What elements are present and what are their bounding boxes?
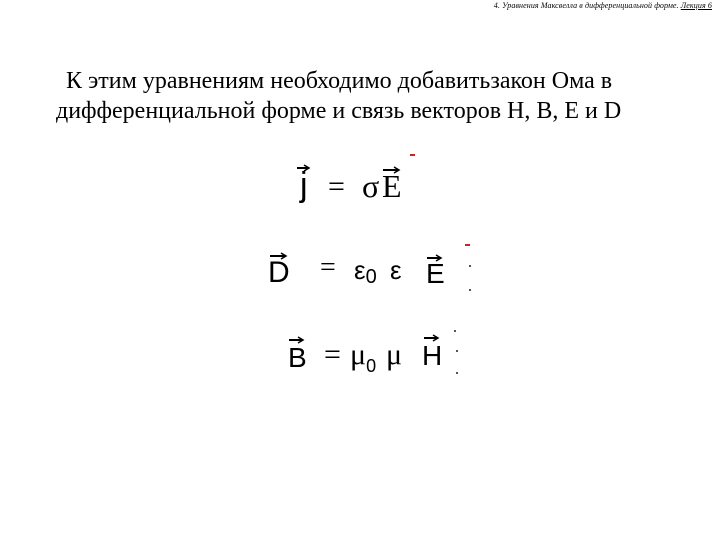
subscript-zero: 0 (366, 356, 377, 376)
b-relation-formula (288, 332, 468, 382)
b-mu: μ (386, 338, 403, 371)
dot-mark (454, 330, 456, 332)
d-equals: = (320, 252, 336, 283)
b-equals: = (324, 338, 341, 371)
vector-arrow-icon (297, 164, 311, 172)
vector-arrow-icon (427, 254, 443, 262)
b-mu0 (350, 338, 377, 376)
d-epsilon: ε (390, 255, 402, 285)
dot-mark (456, 372, 458, 374)
dot-mark (456, 350, 458, 352)
slide-header (494, 1, 712, 10)
subscript-zero: 0 (365, 266, 377, 288)
intro-line-1: К этим уравнениям необходимо добавитьзакон Ома в (66, 68, 613, 94)
vector-arrow-icon (270, 252, 288, 260)
d-rhs: E (426, 258, 445, 289)
b-rhs: H (422, 340, 443, 371)
red-tick-mark (410, 154, 415, 156)
ohm-lhs: j (300, 166, 308, 204)
d-relation-formula (268, 248, 478, 298)
d-lhs: D (268, 256, 290, 289)
ohm-sigma: σ (362, 168, 380, 204)
vector-e-ohm (382, 170, 402, 202)
ohm-law-formula (300, 160, 430, 210)
epsilon-symbol: ε (354, 255, 366, 285)
vector-h (422, 342, 442, 370)
dot-mark (469, 289, 471, 291)
mu-symbol: μ (350, 338, 367, 371)
intro-text (56, 66, 686, 126)
d-epsilon0 (354, 256, 377, 287)
intro-line-2: дифференциальной форме и связь векторов H, B, E и D (56, 98, 622, 124)
header-title: 4. Уравнения Максвелла в дифференциальной форме. (493, 1, 681, 10)
vector-b (288, 344, 307, 372)
red-tick-mark (465, 244, 470, 246)
vector-arrow-icon (424, 334, 440, 342)
vector-e-d (426, 260, 445, 288)
ohm-equals: = (328, 170, 345, 203)
header-lecture: Лекция 6 (680, 1, 712, 10)
vector-d (268, 258, 290, 288)
dot-mark (469, 265, 471, 267)
b-lhs: B (288, 342, 307, 373)
vector-arrow-icon (383, 166, 401, 174)
ohm-rhs: E (382, 168, 402, 204)
vector-arrow-icon (289, 336, 305, 344)
vector-j (300, 168, 308, 202)
